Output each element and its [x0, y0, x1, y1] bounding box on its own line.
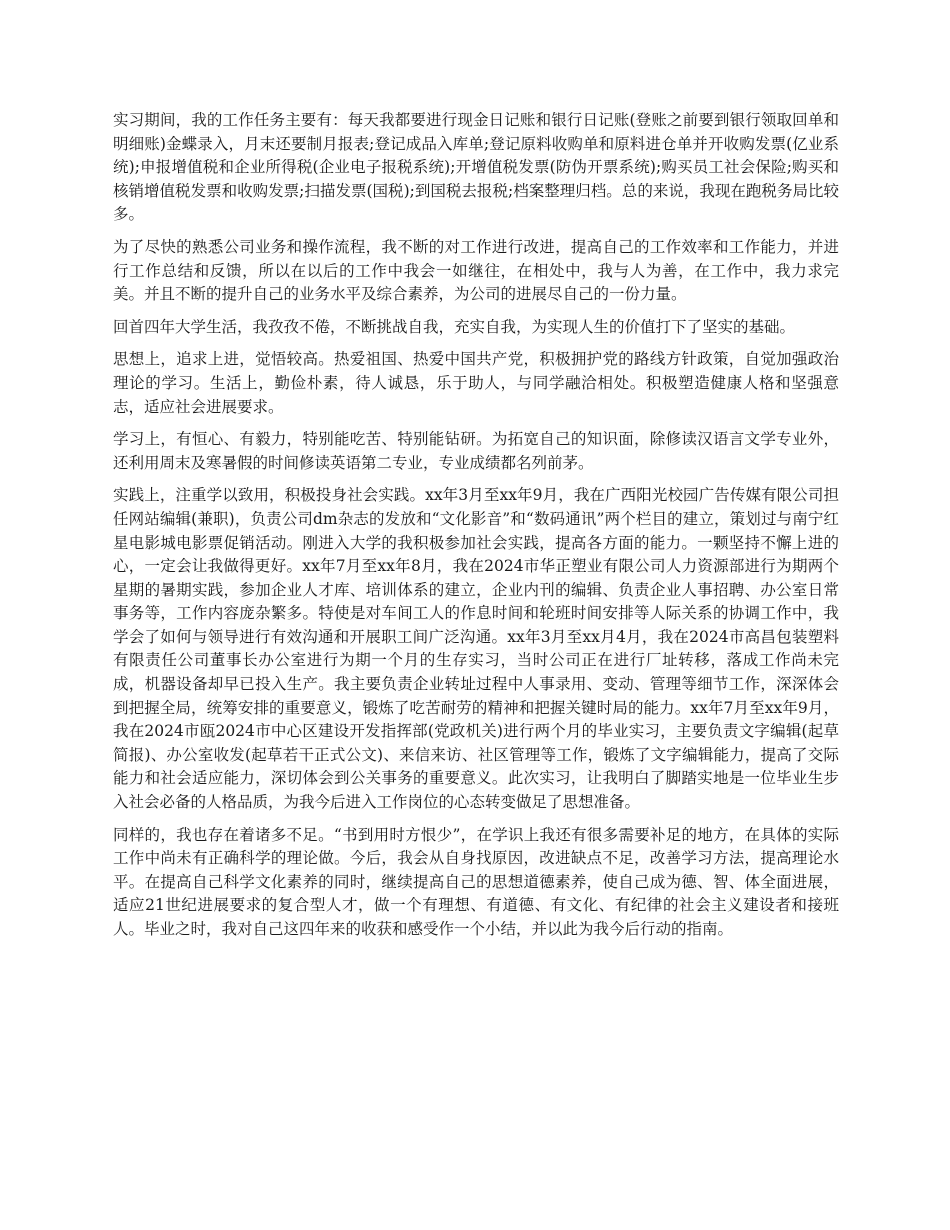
paragraph-shortcomings: 同样的，我也存在着诸多不足。“书到用时方恨少”，在学识上我还有很多需要补足的地方，在具体的实际工作中尚未有正确科学的理论做。今后，我会从自身找原因，改进缺点不足，改善学习方法，提高理论水平。在提高自己科学文化素养的同时，继续提高自己的思想道德素养，使自己成为德、智、体全面进展，适应21世纪进展要求的复合型人才，做一个有理想、有道德、有文化、有纪律的社会主义建设者和接班人。毕业之时，我对自己这四年来的收获和感受作一个小结，并以此为我今后行动的指南。 [113, 825, 839, 938]
paragraph-ideology: 思想上，追求上进，觉悟较高。热爱祖国、热爱中国共产党，积极拥护党的路线方针政策，自觉加强政治理论的学习。生活上，勤俭朴素，待人诚恳，乐于助人，与同学融洽相处。积极塑造健康人格和坚强意志，适应社会进展要求。 [113, 350, 839, 416]
document-body [113, 109, 839, 951]
paragraph-practice: 实践上，注重学以致用，积极投身社会实践。xx年3月至xx年9月，我在广西阳光校园广告传媒有限公司担任网站编辑(兼职)，负责公司dm杂志的发放和“文化影音”和“数码通讯”两个栏目的建立，策划过与南宁红星电影城电影票促销活动。刚进入大学的我积极参加社会实践，提高各方面的能力。一颗坚持不懈上进的心，一定会让我做得更好。xx年7月至xx年8月，我在2024市华正塑业有限公司人力资源部进行为期两个星期的暑期实践，参加企业人才库、培训体系的建立，企业内刊的编辑、负责企业人事招聘、办公室日常事务等，工作内容庞杂繁多。特使是对车间工人的作息时间和轮班时间安排等人际关系的协调工作中，我学会了如何与领导进行有效沟通和开展职工间广泛沟通。xx年3月至xx月4月，我在2024市高昌包装塑料有限责任公司董事长办公室进行为期一个月的生存实习，当时公司正在进行厂址转移，落成工作尚未完成，机器设备却早已投入生产。我主要负责企业转址过程中人事录用、变动、管理等细节工作，深深体会到把握全局，统筹安排的重要意义，锻炼了吃苦耐劳的精神和把握关键时局的能力。xx年7月至xx年9月，我在2024市瓯2024市中心区建设开发指挥部(党政机关)进行两个月的毕业实习，主要负责文字编辑(起草简报)、办公室收发(起草若干正式公文)、来信来访、社区管理等工作，锻炼了文字编辑能力，提高了交际能力和社会适应能力，深切体会到公关事务的重要意义。此次实习，让我明白了脚踏实地是一位毕业生步入社会必备的人格品质，为我今后进入工作岗位的心态转变做足了思想准备。 [113, 486, 839, 812]
paragraph-internship-tasks: 实习期间，我的工作任务主要有：每天我都要进行现金日记账和银行日记账(登账之前要到银行领取回单和明细账)金蝶录入，月末还要制月报表;登记成品入库单;登记原料收购单和原料进仓单并开收购发票(亿业系统);申报增值税和企业所得税(企业电子报税系统);开增值税发票(防伪开票系统);购买员工社会保险;购买和核销增值税发票和收购发票;扫描发票(国税);到国税去报税;档案整理归档。总的来说，我现在跑税务局比较多。 [113, 111, 839, 224]
paragraph-university-review: 回首四年大学生活，我孜孜不倦，不断挑战自我，充实自我，为实现人生的价值打下了坚实的基础。 [113, 317, 796, 336]
paragraph-study: 学习上，有恒心、有毅力，特别能吃苦、特别能钻研。为拓宽自己的知识面，除修读汉语言文学专业外，还利用周末及寒暑假的时间修读英语第二专业，专业成绩都名列前茅。 [113, 430, 839, 472]
paragraph-work-improvement: 为了尽快的熟悉公司业务和操作流程，我不断的对工作进行改进，提高自己的工作效率和工作能力，并进行工作总结和反馈，所以在以后的工作中我会一如继往，在相处中，我与人为善，在工作中，我力求完美。并且不断的提升自己的业务水平及综合素养，为公司的进展尽自己的一份力量。 [113, 237, 839, 304]
